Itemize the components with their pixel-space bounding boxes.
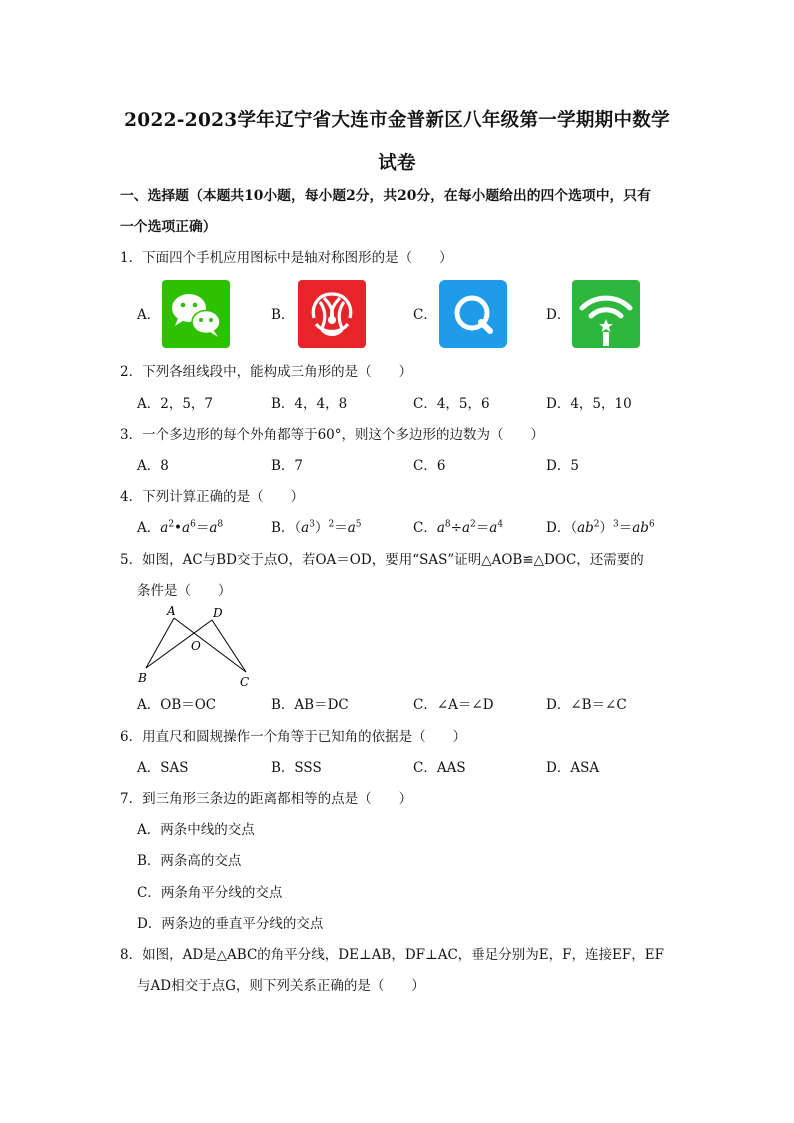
- q3-option-b: B．7: [271, 458, 304, 474]
- q1-option-b-label: B．: [271, 307, 295, 323]
- q6-option-d: D．ASA: [546, 760, 600, 776]
- fig-label-d: D: [213, 606, 223, 620]
- question-8-cont: 与AD相交于点G，则下列关系正确的是（ ）: [137, 978, 425, 994]
- question-5: 5．如图，AC与BD交于点O，若OA＝OD，要用“SAS”证明△AOB≌△DOC，还需要的: [120, 552, 644, 568]
- fig-label-o: O: [191, 639, 201, 653]
- q7-option-a: A．两条中线的交点: [137, 822, 255, 838]
- q7-option-c: C．两条角平分线的交点: [137, 885, 283, 901]
- q5-option-c: C．∠A＝∠D: [413, 697, 494, 713]
- q2-option-b: B．4，4，8: [271, 396, 348, 412]
- q5-option-a: A．OB＝OC: [137, 697, 217, 713]
- q2-option-a: A．2，5，7: [137, 396, 214, 412]
- wifi-tower-icon: [572, 280, 640, 348]
- q3-option-c: C．6: [413, 458, 446, 474]
- q2-option-d: D．4，5，10: [546, 396, 632, 412]
- q7-option-d: D．两条边的垂直平分线的交点: [137, 916, 324, 932]
- q1-option-d-label: D．: [546, 307, 571, 323]
- q1-option-c-label: C．: [413, 307, 437, 323]
- question-8: 8．如图，AD是△ABC的角平分线，DE⊥AB，DF⊥AC，垂足分别为E，F，连接EF，EF: [120, 947, 664, 963]
- question-2: 2．下列各组线段中，能构成三角形的是（ ）: [120, 364, 413, 380]
- q6-option-c: C．AAS: [413, 760, 466, 776]
- q6-option-a: A．SAS: [137, 760, 189, 776]
- question-1: 1．下面四个手机应用图标中是轴对称图形的是（ ）: [120, 250, 453, 266]
- fig-label-c: C: [240, 675, 250, 687]
- wechat-icon: [162, 280, 230, 348]
- q3-option-d: D．5: [546, 458, 579, 474]
- phoenix-icon: [298, 280, 366, 348]
- section-header: 一、选择题（本题共10小题，每小题2分，共20分，在每小题给出的四个选项中，只有: [120, 188, 651, 204]
- section-header-cont: 一个选项正确）: [120, 219, 217, 235]
- q1-option-a-label: A．: [137, 307, 161, 323]
- q4-option-d: D．$(ab^2)^3=ab^6$: [546, 519, 655, 536]
- question-5-cont: 条件是（ ）: [137, 583, 232, 599]
- search-q-icon: [439, 280, 507, 348]
- q4-option-a: A．$a^2•a^6=a^8$: [137, 519, 224, 536]
- q4-option-b: B．$(a^3)^2=a^5$: [271, 519, 362, 536]
- page-title: 2022-2023学年辽宁省大连市金普新区八年级第一学期期中数学: [124, 110, 670, 131]
- fig-label-a: A: [167, 604, 176, 618]
- q5-option-b: B．AB＝DC: [271, 697, 349, 713]
- q3-option-a: A．8: [137, 458, 169, 474]
- q5-figure: [132, 602, 272, 687]
- question-3: 3．一个多边形的每个外角都等于60°，则这个多边形的边数为（ ）: [120, 427, 545, 443]
- question-6: 6．用直尺和圆规操作一个角等于已知角的依据是（ ）: [120, 729, 467, 745]
- page-title-cont: 试卷: [378, 153, 416, 174]
- question-7: 7．到三角形三条边的距离都相等的点是（ ）: [120, 791, 413, 807]
- fig-label-b: B: [138, 671, 147, 685]
- q5-option-d: D．∠B＝∠C: [546, 697, 627, 713]
- q2-option-c: C．4，5，6: [413, 396, 490, 412]
- q7-option-b: B．两条高的交点: [137, 853, 242, 869]
- q4-option-c: C．$a^8\div a^2=a^4$: [413, 519, 504, 536]
- question-4: 4．下列计算正确的是（ ）: [120, 489, 305, 505]
- q6-option-b: B．SSS: [271, 760, 322, 776]
